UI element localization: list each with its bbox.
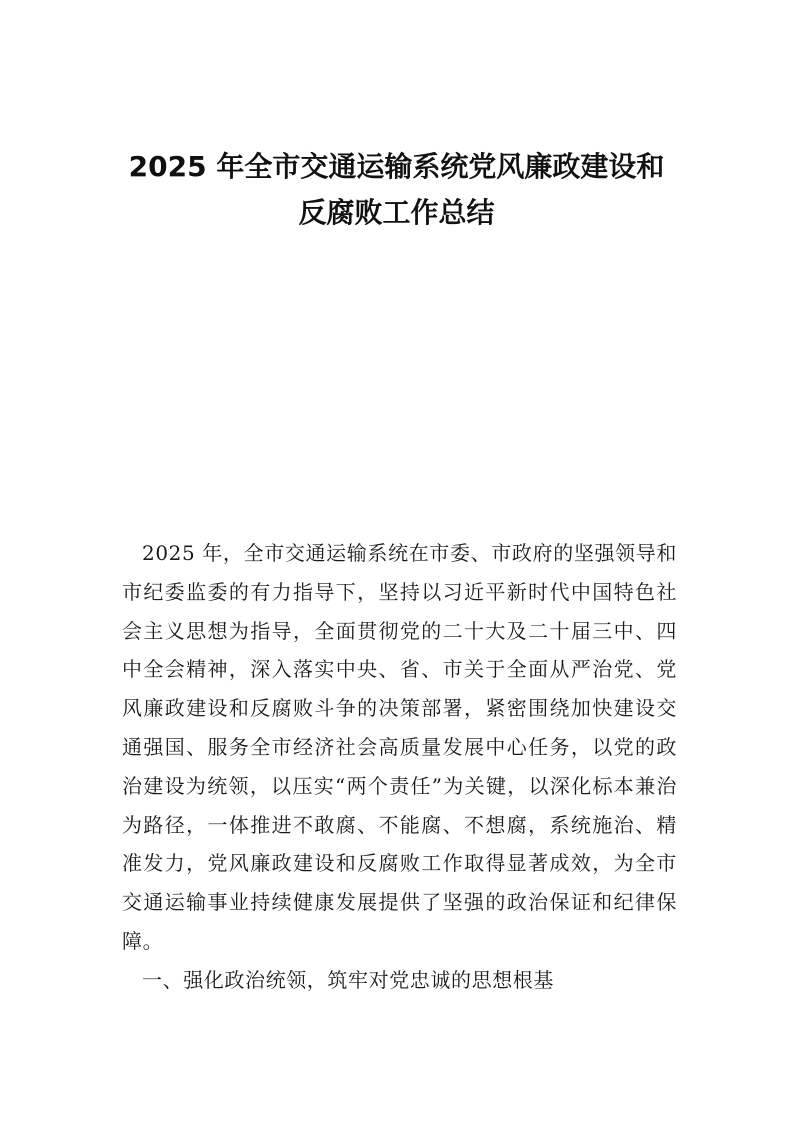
section-heading: 一、强化政治统领，筑牢对党忠诚的思想根基	[142, 967, 554, 992]
document-title	[100, 144, 693, 236]
title-line-2: 反腐败工作总结	[298, 195, 495, 229]
document-body	[122, 534, 677, 1000]
title-line-1: 2025 年全市交通运输系统党风廉政建设和	[128, 149, 665, 183]
body-paragraph: 2025 年，全市交通运输系统在市委、市政府的坚强领导和市纪委监委的有力指导下，坚持以习近平新时代中国特色社会主义思想为指导，全面贯彻党的二十大及二十届三中、四中全会精神，深入落实中央、省、市关于全面从严治党、党风廉政建设和反腐败斗争的决策部署，紧密围绕加快建设交通强国、服务全市经济社会高质量发展中心任务，以党的政治建设为统领，以压实“两个责任”为关键，以深化标本兼治为路径，一体推进不敢腐、不能腐、不想腐，系统施治、精准发力，党风廉政建设和反腐败工作取得显著成效，为全市交通运输事业持续健康发展提供了坚强的政治保证和纪律保障。	[122, 541, 677, 953]
